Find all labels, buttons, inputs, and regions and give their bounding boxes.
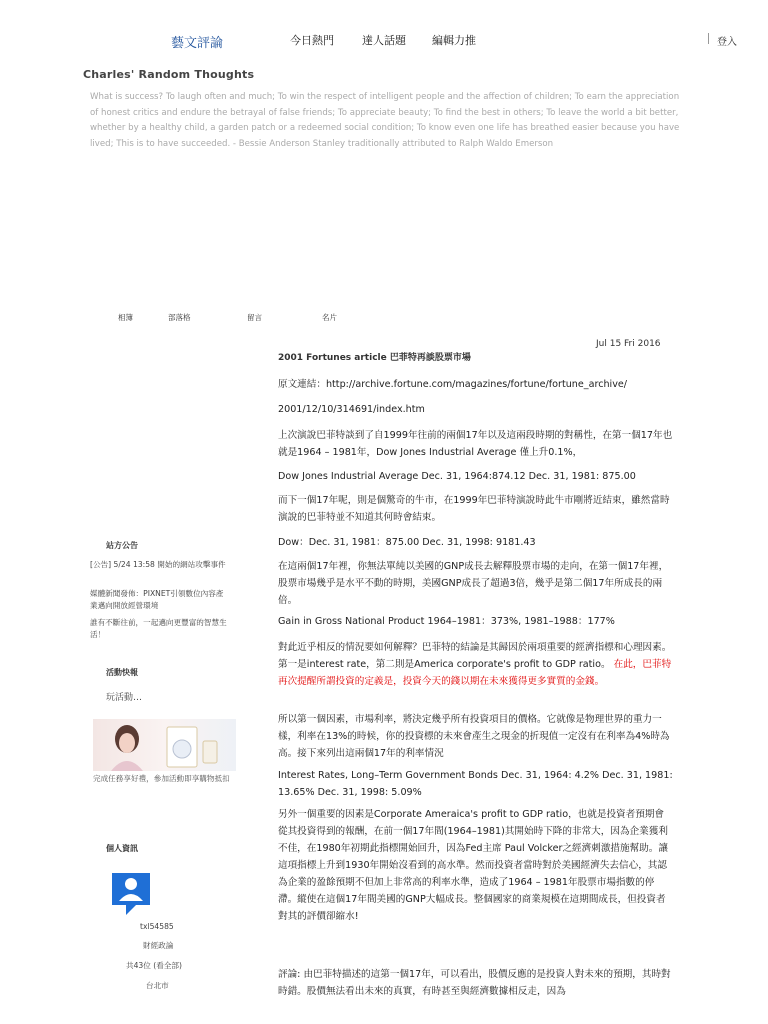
post-paragraph: 而下一個17年呢，則是個驚奇的牛市，在1999年巴菲特演說時此牛市剛將近結束，雖然當時演說的巴菲特並不知道其何時會結束。 [278, 495, 670, 523]
site-brand[interactable]: 藝文評論 [171, 36, 224, 51]
tab-guestbook[interactable]: 留言 [247, 313, 262, 322]
profile-location: 台北市 [146, 981, 169, 990]
post-date: Jul 15 Fri 2016 [596, 339, 661, 349]
post-paragraph: 評論: 由巴菲特描述的這第一個17年，可以看出，股價反應的是投資人對未來的預期，其時對時錯。股價無法看出未來的真實，有時甚至與經濟數據相反走，因為 [278, 969, 671, 997]
notice-item[interactable]: [公告] 5/24 13:58 開始的網站攻擊事件 [90, 560, 226, 569]
user-avatar-icon [106, 867, 156, 917]
post-paragraph: 所以第一個因素，市場利率，將決定幾乎所有投資項目的價格。它就像是物理世界的重力一樣，利率在13%的時候，你的投資標的未來會產生之現金的折現值一定沒有在利率為4%時為高。接下來列出這兩個17年的利率情況 [278, 714, 670, 759]
nav-divider [708, 33, 709, 44]
profile-category: 財經政論 [143, 941, 174, 950]
profile-rank[interactable]: 共43位 (看全部) [126, 961, 182, 970]
tab-card[interactable]: 名片 [322, 313, 337, 322]
post-paragraph: Dow Jones Industrial Average Dec. 31, 1964:874.12 Dec. 31, 1981: 875.00 [278, 471, 636, 482]
notice-item[interactable]: 誰有不斷往前，一起邁向更豐富的智慧生活！ [90, 618, 227, 639]
activity-heading: 活動快報 [106, 668, 138, 677]
blog-description: What is success? To laugh often and much; To win the respect of intelligent people and the affection of children; To earn the appreciation of honest critics and endure the betrayal of false friends; To appreciate beauty; To find the best in others; To leave the world a bit better, whether by a healthy child, a garden patch or a redeemed social condition; To know even one life has breathed easier because you have lived; This is to have succeeded. - Bessie Anderson Stanley traditionally attributed to Ralph Waldo Emerson [90, 92, 680, 149]
profile-username[interactable]: txl54585 [140, 922, 174, 931]
post-paragraph: 另外一個重要的因素是Corporate Ameraica's profit to GDP ratio，也就是投資者預期會從其投資得到的報酬，在前一個17年間(1964–1981)其開始時下降的非常大，因為企業獲利不佳，在1980年初期此指標開始回升，因為Fed主席 Paul Volcker之經濟刺激措施幫助。讓這項指標上升到1930年開始沒看到的高水準。然而投資者當時對於美國經濟失去信心，其認為企業的盈餘預期不但加上非常高的利率水準，造成了1964 – 1981年股票市場指數的停滯。縱使在這個17年間美國的GNP大幅成長。整個國家的商業規模在這期間成長，但投資者對其的評價卻縮水! [278, 809, 668, 922]
notice-heading: 站方公告 [106, 541, 138, 550]
notice-item[interactable]: 媒體新聞發佈：PIXNET引領數位內容產業邁向開放經營環境 [90, 589, 224, 610]
post-paragraph: Gain in Gross National Product 1964–1981：373%, 1981–1988：177% [278, 616, 615, 627]
nav-item-hot-today[interactable]: 今日熱門 [290, 34, 334, 47]
activity-link[interactable]: 玩活動… [106, 693, 143, 703]
post-title[interactable]: 2001 Fortunes article 巴菲特再談股票市場 [278, 353, 471, 363]
promo-illustration-icon [93, 719, 236, 771]
post-paragraph[interactable]: 原文連結：http://archive.fortune.com/magazines/fortune/fortune_archive/ [278, 379, 628, 390]
post-paragraph[interactable]: 2001/12/10/314691/index.htm [278, 404, 425, 415]
nav-item-editor-picks[interactable]: 編輯力推 [432, 34, 476, 47]
post-paragraph: 上次演說巴菲特談到了自1999年往前的兩個17年以及這兩段時期的對稱性，在第一個17年也就是1964 – 1981年，Dow Jones Industrial Average 僅上升0.1%， [278, 430, 673, 458]
blog-title[interactable]: Charles' Random Thoughts [83, 68, 255, 81]
tab-blog[interactable]: 部落格 [168, 313, 191, 322]
profile-heading: 個人資訊 [106, 844, 138, 853]
avatar[interactable] [106, 867, 156, 917]
nav-item-expert-topics[interactable]: 達人話題 [362, 34, 406, 47]
post-paragraph: Dow：Dec. 31, 1981：875.00 Dec. 31, 1998: 9181.43 [278, 537, 536, 548]
activity-caption: 完成任務享好禮，參加活動即享購物抵扣 [93, 774, 230, 783]
login-link[interactable]: 登入 [717, 37, 737, 48]
post-paragraph [278, 639, 673, 690]
tab-albums[interactable]: 相簿 [118, 313, 133, 322]
activity-banner-image[interactable] [93, 719, 236, 771]
post-paragraph: 在這兩個17年裡，你無法單純以美國的GNP成長去解釋股票市場的走向，在第一個17年裡，股票市場幾乎是水平不動的時期，美國GNP成長了超過3倍，幾乎是第二個17年所成長的兩倍。 [278, 561, 669, 606]
highlight-text: 在此，巴菲特再次提醒所謂投資的定義是，投資今天的錢以期在未來獲得更多實質的金錢。 [278, 659, 672, 687]
post-paragraph: Interest Rates, Long–Term Government Bonds Dec. 31, 1964: 4.2% Dec. 31, 1981: 13.65% Dec. 31, 1998: 5.09% [278, 770, 673, 798]
post-text: 對此近乎相反的情況要如何解釋？巴菲特的結論是其歸因於兩項重要的經濟指標和心理因素。 第一是interest rate，第二則是America corporate's profit to GDP ratio。 [278, 642, 672, 670]
